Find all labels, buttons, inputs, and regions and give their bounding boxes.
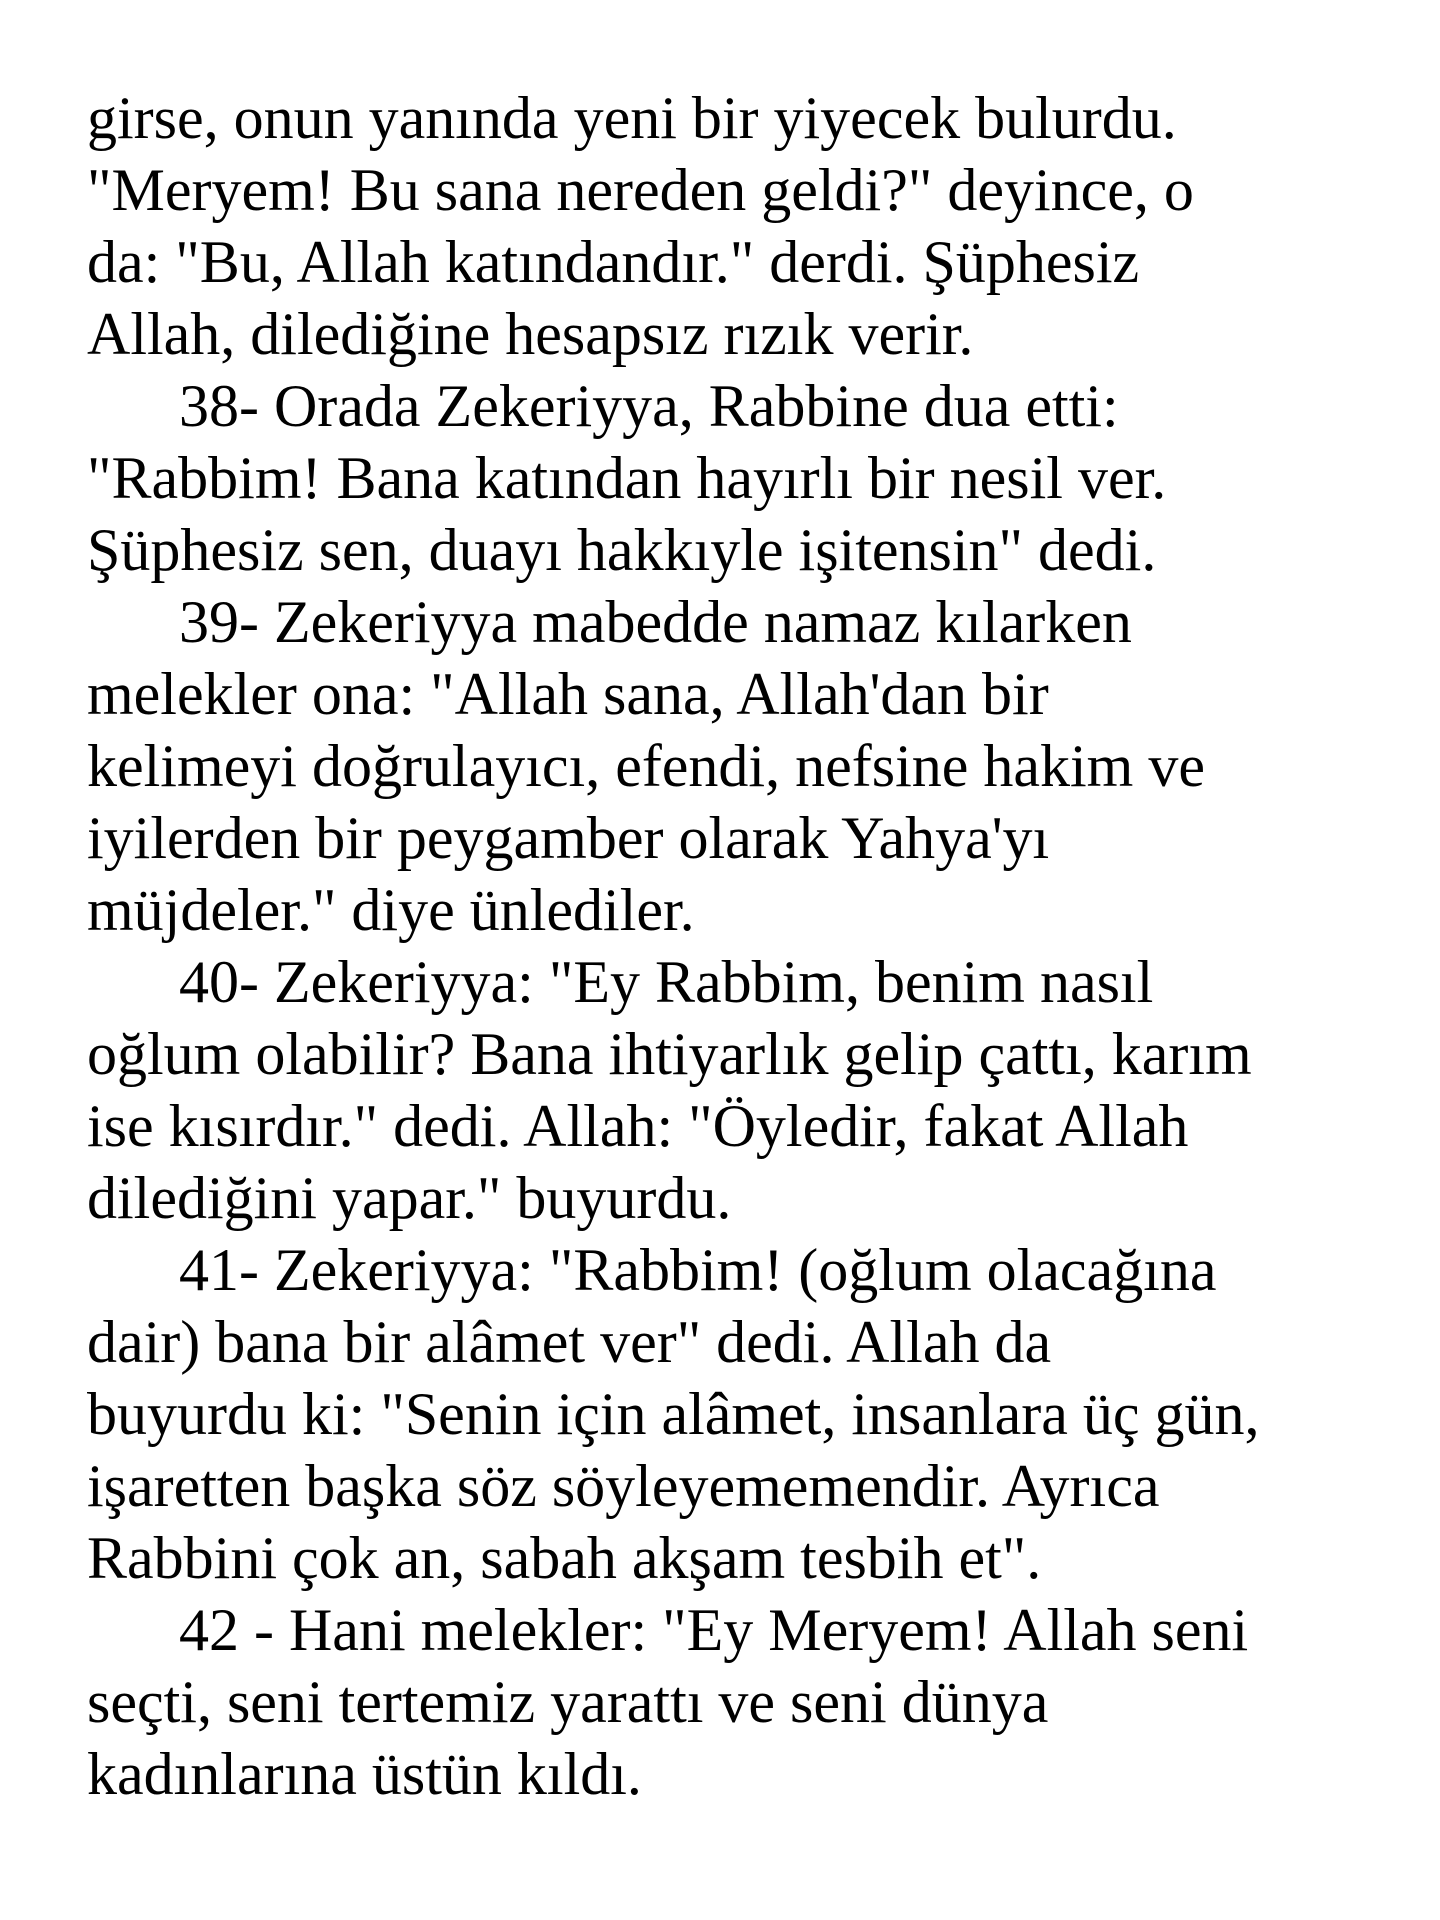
text-line: "Meryem! Bu sana nereden geldi?" deyince, o	[87, 157, 1194, 223]
text-line: seçti, seni tertemiz yarattı ve seni dünya	[87, 1669, 1049, 1735]
text-line: Rabbini çok an, sabah akşam tesbih et".	[87, 1525, 1042, 1591]
verse-42-start: 42 - Hani melekler: "Ey Meryem! Allah seni	[179, 1597, 1249, 1663]
text-line: işaretten başka söz söyleyememendir. Ayrıca	[87, 1453, 1160, 1519]
text-line: ise kısırdır." dedi. Allah: "Öyledir, fakat Allah	[87, 1093, 1189, 1159]
text-line: melekler ona: "Allah sana, Allah'dan bir	[87, 661, 1049, 727]
text-line: kadınlarına üstün kıldı.	[87, 1741, 642, 1807]
verse-38-start: 38- Orada Zekeriyya, Rabbine dua etti:	[179, 373, 1119, 439]
text-line: girse, onun yanında yeni bir yiyecek bulurdu.	[87, 85, 1177, 151]
text-line: oğlum olabilir? Bana ihtiyarlık gelip çattı, karım	[87, 1021, 1252, 1087]
text-line: Şüphesiz sen, duayı hakkıyle işitensin" dedi.	[87, 517, 1157, 583]
text-line: "Rabbim! Bana katından hayırlı bir nesil ver.	[87, 445, 1167, 511]
verse-39-start: 39- Zekeriyya mabedde namaz kılarken	[179, 589, 1132, 655]
text-line: da: "Bu, Allah katındandır." derdi. Şüphesiz	[87, 229, 1140, 295]
text-line: iyilerden bir peygamber olarak Yahya'yı	[87, 805, 1050, 871]
text-line: Allah, dilediğine hesapsız rızık verir.	[87, 301, 974, 367]
verse-41-start: 41- Zekeriyya: "Rabbim! (oğlum olacağına	[179, 1237, 1217, 1303]
text-line: kelimeyi doğrulayıcı, efendi, nefsine hakim ve	[87, 733, 1205, 799]
text-line: müjdeler." diye ünlediler.	[87, 877, 695, 943]
verse-text	[87, 82, 1407, 1810]
text-line: dair) bana bir alâmet ver" dedi. Allah da	[87, 1309, 1052, 1375]
text-line: buyurdu ki: "Senin için alâmet, insanlara üç gün,	[87, 1381, 1260, 1447]
verse-40-start: 40- Zekeriyya: "Ey Rabbim, benim nasıl	[179, 949, 1154, 1015]
text-line: dilediğini yapar." buyurdu.	[87, 1165, 732, 1231]
